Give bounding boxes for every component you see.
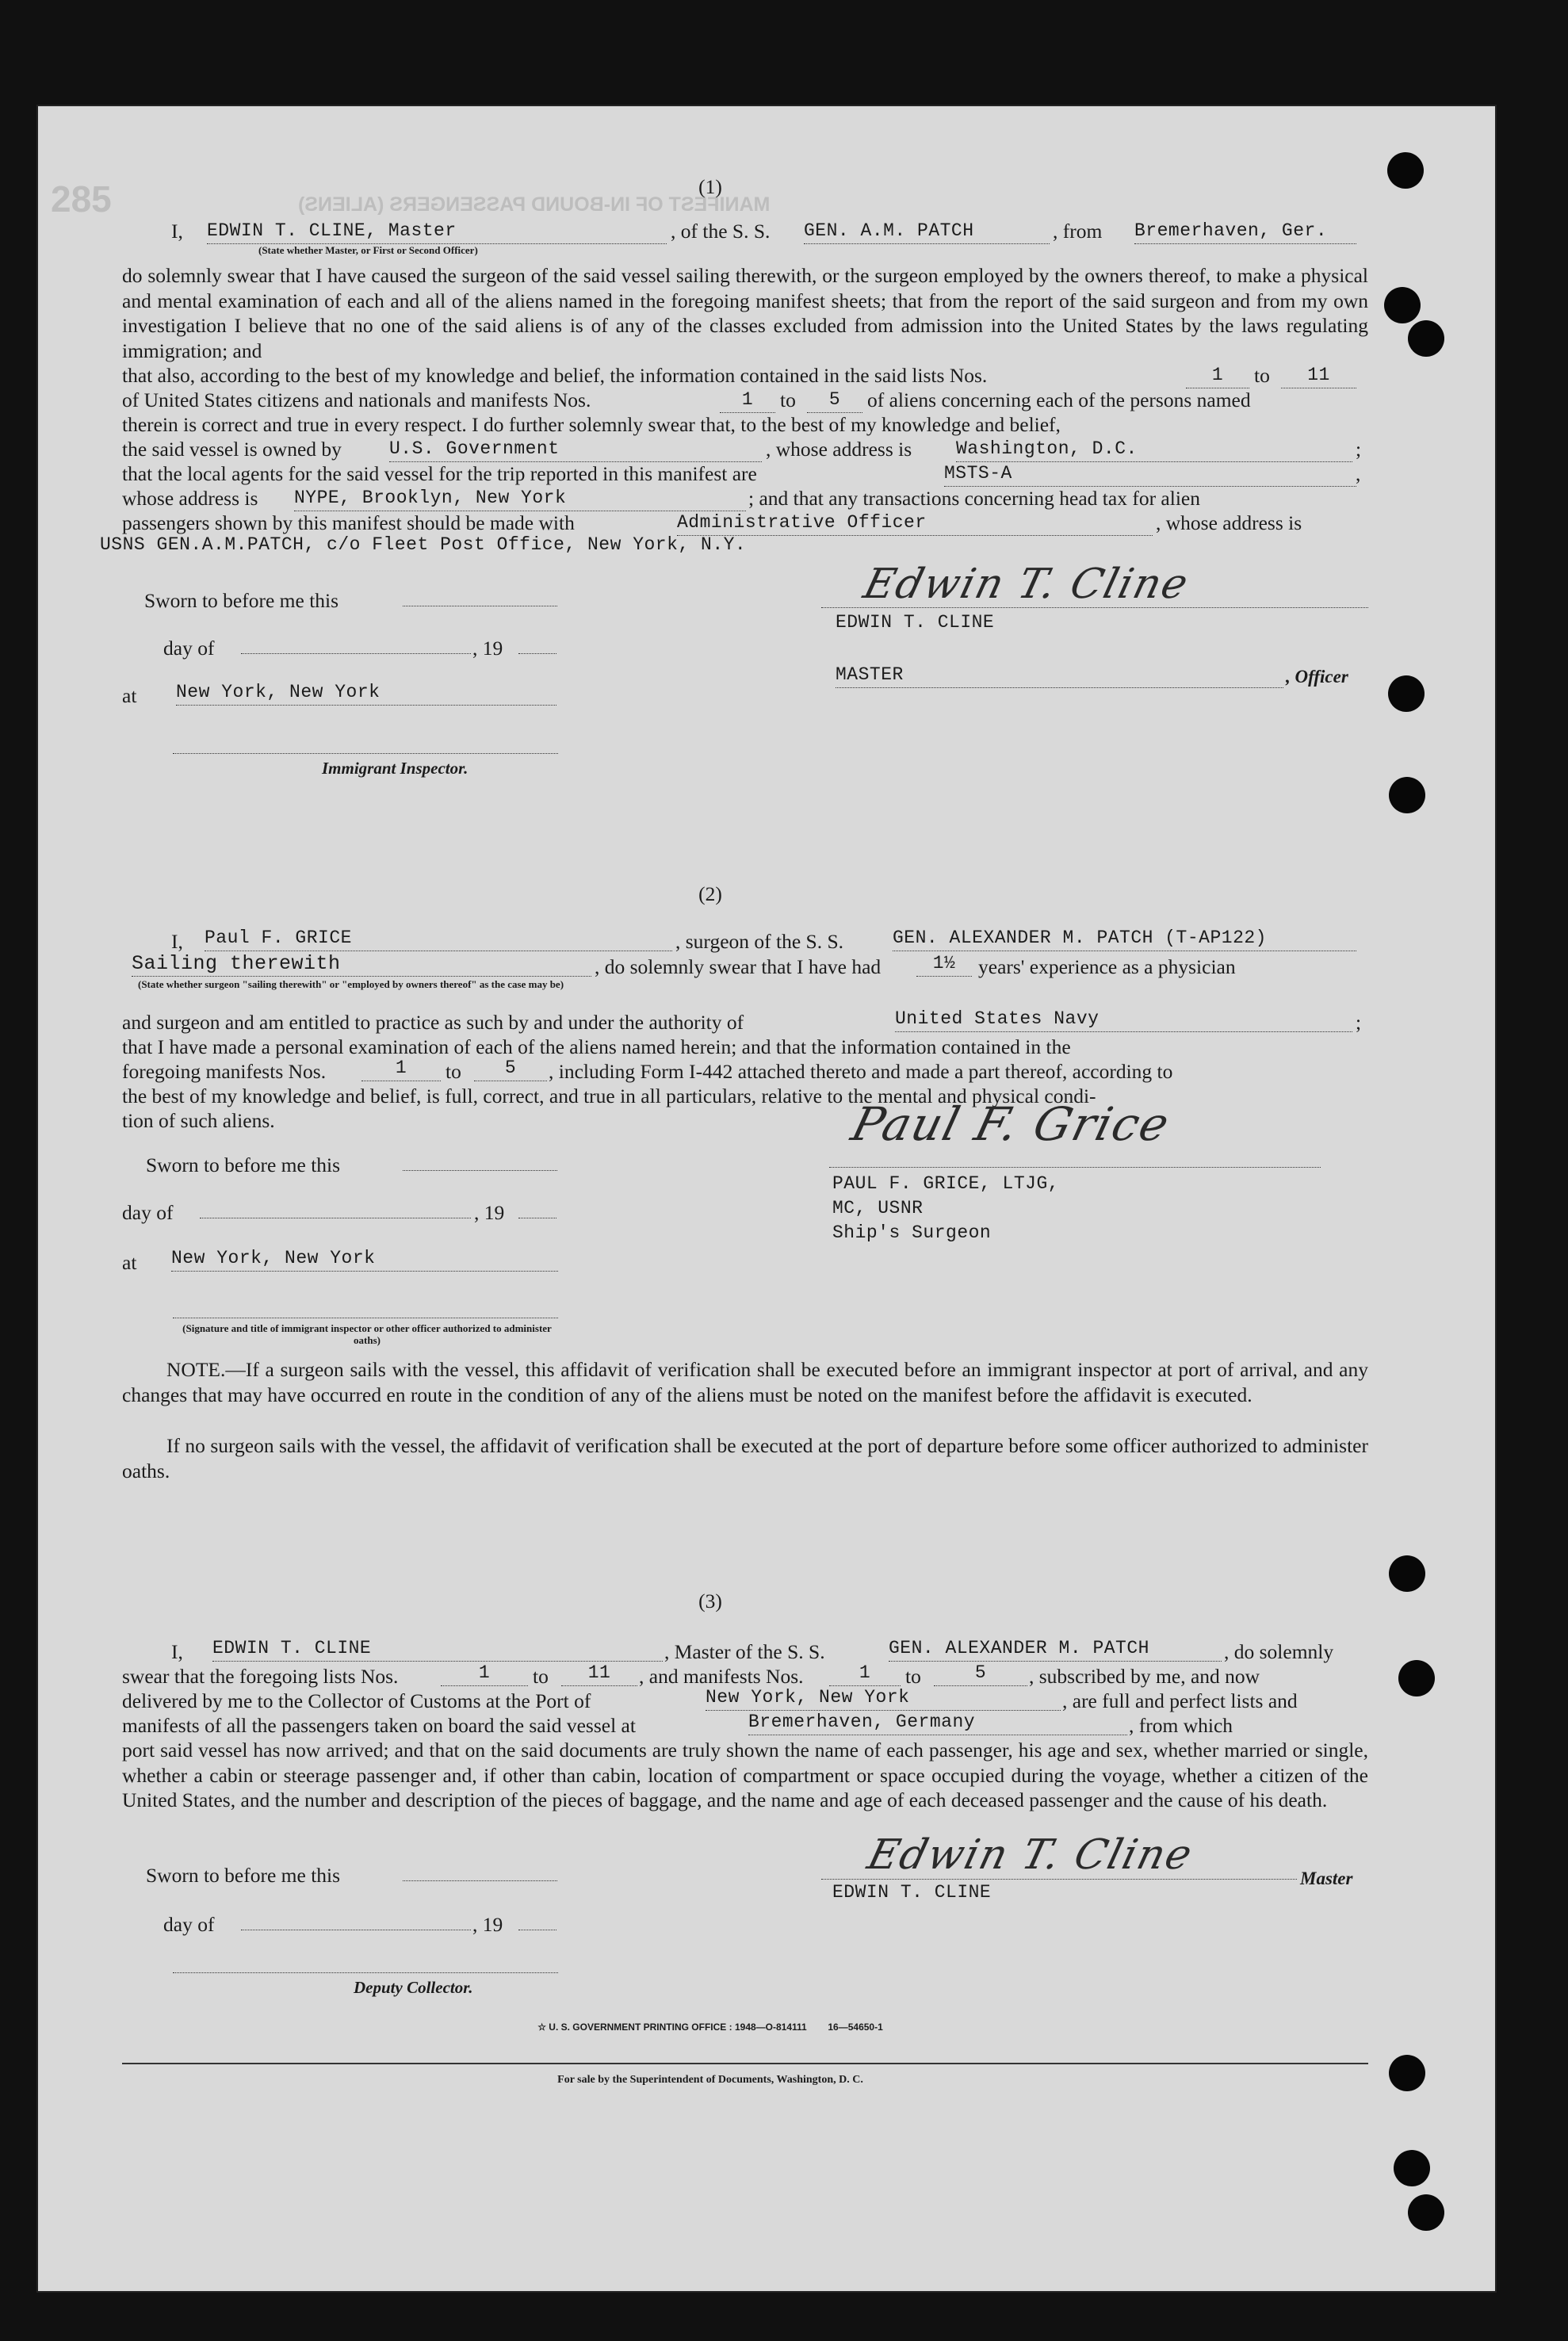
s3-taken-at: Bremerhaven, Germany — [748, 1710, 1127, 1735]
ghost-heading: MANIFEST OF IN-BOUND PASSENGERS (ALIENS) — [298, 193, 771, 216]
footer-sale: For sale by the Superintendent of Documents, Washington, D. C. — [557, 2074, 863, 2086]
punch-hole — [1388, 675, 1425, 712]
s3-manif-label: manifests of all the passengers taken on board the said vessel at — [122, 1714, 636, 1737]
s1-signer: EDWIN T. CLINE — [836, 612, 995, 633]
s1-owned-label: the said vessel is owned by — [122, 438, 342, 461]
s2-note-1: NOTE.—If a surgeon sails with the vessel, this affidavit of verification shall be executed before an immigrant inspector at port of arrival, and any changes that may have occurred en route in the condition of any of the aliens must be noted on the manifest before the affidavit is executed. — [122, 1358, 1368, 1406]
s1-comma: , — [1356, 462, 1361, 485]
s3-nineteen: , 19 — [472, 1913, 503, 1936]
punch-hole — [1387, 152, 1424, 189]
s1-man-to: 5 — [807, 388, 862, 413]
punch-hole — [1389, 2055, 1425, 2091]
s1-citizens-line: of United States citizens and nationals and manifests Nos. — [122, 388, 591, 411]
s2-sworn-had: , do solemnly swear that I have had — [595, 955, 882, 978]
s2-authority: United States Navy — [895, 1007, 1352, 1032]
s1-at-place: New York, New York — [176, 680, 556, 706]
s2-note-2: If no surgeon sails with the vessel, the affidavit of verification shall be executed at the port of departure before some officer authorized to administer oaths. — [122, 1434, 1368, 1482]
section-2-number: (2) — [698, 882, 722, 905]
s2-sig-note: (Signature and title of immigrant inspector or other officer authorized to administer oaths) — [182, 1322, 552, 1346]
s2-i: I, — [171, 930, 183, 953]
s3-i: I, — [171, 1640, 183, 1663]
s1-paragraph: do solemnly swear that I have caused the surgeon of the said vessel sailing therewith, or the surgeon employed by the owners thereof, to make a physical and mental examination of each and all of the aliens named in the foregoing manifest sheets; that from the report of the said surgeon and from my own investigation I believe that no one of the said aliens is of any of the classes excluded from admission into the United States by the laws regulating immigration; and — [122, 264, 1368, 362]
s2-signer-2: MC, USNR — [832, 1198, 924, 1218]
s3-deliv-label: delivered by me to the Collector of Customs at the Port of — [122, 1689, 591, 1712]
punch-hole — [1389, 1555, 1425, 1592]
s1-owner-addr: Washington, D.C. — [956, 437, 1352, 462]
s2-forg-b: , including Form I-442 attached thereto and made a part thereof, according to — [549, 1060, 1173, 1083]
punch-hole — [1408, 2194, 1444, 2231]
s3-port: New York, New York — [706, 1685, 1061, 1711]
s3-ship: GEN. ALEXANDER M. PATCH — [889, 1636, 1222, 1662]
s1-tax-addr: USNS GEN.A.M.PATCH, c/o Fleet Post Office, New York, N.Y. — [100, 534, 747, 555]
s3-collector: Deputy Collector. — [354, 1978, 473, 1997]
s2-ship: GEN. ALEXANDER M. PATCH (T-AP122) — [893, 926, 1356, 951]
punch-hole — [1394, 2150, 1430, 2186]
s3-full: , are full and perfect lists and — [1062, 1689, 1298, 1712]
s1-tax-line: ; and that any transactions concerning head tax for alien — [748, 487, 1200, 510]
s2-exam-line: that I have made a personal examination of each of the aliens named herein; and that the information contained in the — [122, 1035, 1071, 1058]
s1-of-ss: , of the S. S. — [671, 220, 771, 243]
s3-man-to: 5 — [934, 1661, 1027, 1686]
s3-man-from: 1 — [829, 1661, 901, 1686]
s2-semicolon: ; — [1356, 1011, 1362, 1034]
s2-sailing: Sailing therewith — [132, 951, 591, 977]
s3-day-of: day of — [163, 1913, 215, 1936]
s1-owner: U.S. Government — [389, 437, 762, 462]
s1-agents-label: that the local agents for the said vessel for the trip reported in this manifest are — [122, 462, 757, 485]
s3-sworn: Sworn to before me this — [146, 1864, 341, 1887]
s3-subscribed: , subscribed by me, and now — [1029, 1665, 1260, 1688]
s1-whose-label: whose address is — [122, 487, 258, 510]
s1-master-name: EDWIN T. CLINE, Master — [207, 219, 667, 244]
s1-note: (State whether Master, or First or Second Officer) — [258, 244, 478, 256]
s1-agent-addr: NYPE, Brooklyn, New York — [294, 486, 746, 511]
punch-hole — [1389, 777, 1425, 813]
s1-inspector: Immigrant Inspector. — [322, 759, 468, 778]
punch-hole — [1384, 287, 1421, 323]
s2-auth-label: and surgeon and am entitled to practice as such by and under the authority of — [122, 1011, 744, 1034]
s2-name: Paul F. GRICE — [205, 926, 672, 951]
s2-from: 1 — [361, 1056, 441, 1081]
s3-to-2: to — [905, 1665, 921, 1688]
s1-day-of: day of — [163, 637, 215, 660]
s3-lists-from: 1 — [441, 1661, 528, 1686]
page-stamp-number: 285 — [51, 178, 112, 220]
s1-port: Bremerhaven, Ger. — [1134, 219, 1356, 244]
s3-swear-label: swear that the foregoing lists Nos. — [122, 1665, 399, 1688]
s2-to: to — [446, 1060, 461, 1083]
s2-to-no: 5 — [474, 1056, 547, 1081]
punch-hole — [1398, 1660, 1435, 1696]
s3-signature: Edwin T. Cline — [862, 1831, 1199, 1879]
s1-at: at — [122, 684, 137, 707]
s3-master: Master — [1300, 1869, 1353, 1888]
s2-forg-label: foregoing manifests Nos. — [122, 1060, 327, 1083]
s3-from-which: , from which — [1129, 1714, 1233, 1737]
s2-signer-1: PAUL F. GRICE, LTJG, — [832, 1173, 1060, 1194]
s1-citizens-b: of aliens concerning each of the persons named — [867, 388, 1251, 411]
s2-best-line: the best of my knowledge and belief, is full, correct, and true in all particulars, relative to the mental and physical condi- — [122, 1084, 1096, 1107]
s1-owner-addr-label: , whose address is — [766, 438, 912, 461]
s1-title: MASTER — [836, 663, 1283, 688]
s1-officer: , Officer — [1286, 667, 1348, 687]
s1-correct-line: therein is correct and true in every respect. I do further solemnly swear that, to the best of my knowledge and belief, — [122, 413, 1061, 436]
s1-agents: MSTS-A — [944, 461, 1356, 487]
s3-body: port said vessel has now arrived; and that on the said documents are truly shown the name of each passenger, his age and sex, whether married or single, whether a cabin or steerage passenger and, if other than cabin, location of compartment or space occupied during the voyage, whether a citizen of the United States, and the number and description of the pieces of baggage, and the name and age of each deceased passenger and the cause of his death. — [122, 1739, 1368, 1811]
s1-whose-addr2: , whose address is — [1156, 511, 1302, 534]
footer-gpo: ☆ U. S. GOVERNMENT PRINTING OFFICE : 1948—O-814111 16—54650-1 — [537, 2022, 883, 2033]
s2-at-place: New York, New York — [171, 1246, 558, 1272]
s1-nineteen: , 19 — [472, 637, 503, 660]
document-page — [36, 105, 1497, 2293]
s1-tax-with: Administrative Officer — [677, 511, 1153, 536]
s3-and-man: , and manifests Nos. — [639, 1665, 804, 1688]
s1-ship: GEN. A.M. PATCH — [804, 219, 1050, 244]
s1-from: , from — [1053, 220, 1103, 243]
s3-master-of: , Master of the S. S. — [664, 1640, 825, 1663]
s2-nineteen: , 19 — [474, 1201, 505, 1224]
s3-name: EDWIN T. CLINE — [212, 1636, 663, 1662]
s1-signature: Edwin T. Cline — [859, 560, 1195, 608]
s1-i: I, — [171, 220, 183, 243]
s2-years-txt: years' experience as a physician — [978, 955, 1236, 978]
s1-pass-line: passengers shown by this manifest should be made with — [122, 511, 575, 534]
s2-sworn: Sworn to before me this — [146, 1153, 341, 1176]
s3-signer: EDWIN T. CLINE — [832, 1882, 992, 1903]
section-1-number: (1) — [698, 175, 722, 198]
s3-lists-to: 11 — [561, 1661, 637, 1686]
s2-day-of: day of — [122, 1201, 174, 1224]
s1-semicolon: ; — [1356, 438, 1362, 461]
s3-to: to — [533, 1665, 549, 1688]
s1-to-2: to — [780, 388, 796, 411]
s2-signer-3: Ship's Surgeon — [832, 1222, 992, 1243]
s1-info-line: that also, according to the best of my knowledge and belief, the information contained in the said lists Nos. — [122, 364, 988, 387]
s2-at: at — [122, 1251, 137, 1274]
s1-man-from: 1 — [720, 388, 775, 413]
s2-tion-line: tion of such aliens. — [122, 1109, 275, 1132]
s3-solemnly: , do solemnly — [1224, 1640, 1334, 1663]
punch-hole — [1408, 320, 1444, 357]
s2-signature: Paul F. Grice — [846, 1097, 1176, 1151]
section-3-number: (3) — [698, 1589, 722, 1612]
s1-lists-to: 11 — [1281, 363, 1356, 388]
s2-surgeon-of: , surgeon of the S. S. — [675, 930, 844, 953]
s1-sworn: Sworn to before me this — [144, 589, 339, 612]
s2-years: 1½ — [916, 951, 972, 977]
s1-lists-from: 1 — [1186, 363, 1249, 388]
s1-to: to — [1254, 364, 1270, 387]
s2-note: (State whether surgeon "sailing therewith" or "employed by owners thereof" as the case may be) — [138, 978, 564, 990]
